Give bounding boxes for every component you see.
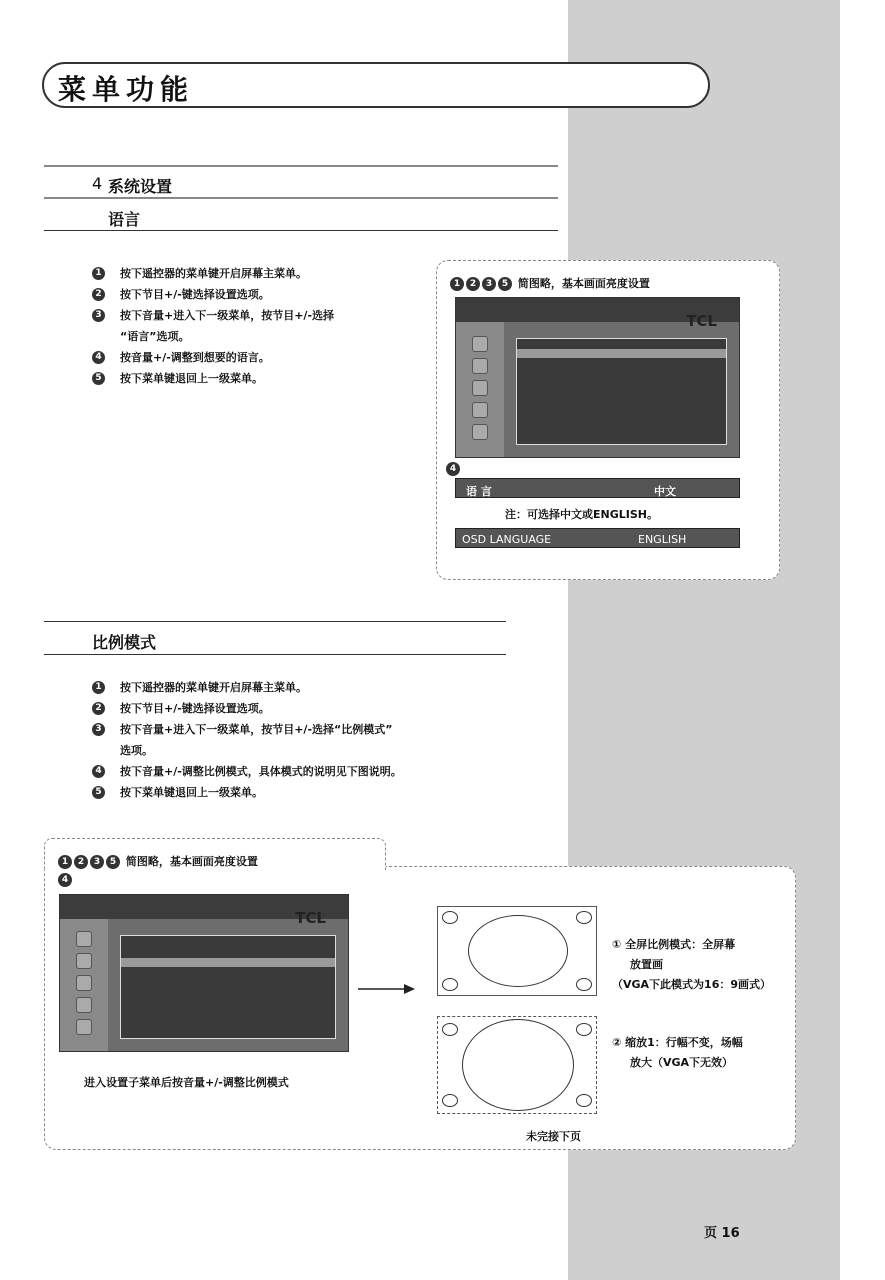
language-bar-chinese [455,478,740,498]
ratio-step-5: 5 按下菜单键退回上一级菜单。 [92,782,472,803]
ratio-step-4: 4 按下音量+/-调整比例模式，具体模式的说明见下图说明。 [92,761,472,782]
ratio-tv-menu-screenshot [59,894,349,1052]
arrow-right-icon [358,982,416,996]
language-step-3: 3 按下音量+进入下一级菜单，按节目+/-选择 [92,305,422,326]
ratio-step-3-cont: 选项。 [120,744,153,757]
ratio-left-caption: 进入设置子菜单后按音量+/-调整比例模式 [84,1076,289,1089]
language-panel-caption-row: 1 2 3 5 简图略，基本画面亮度设置 [450,275,650,291]
tv-brand-logo: TCL [686,312,717,330]
menu-settings-list [120,935,336,1039]
ratio-step4-marker: 4 [58,873,74,887]
section-rule-top [44,165,558,167]
picture-oval-zoomed [462,1019,574,1111]
language-step-1: 1 按下遥控器的菜单键开启屏幕主菜单。 [92,263,422,284]
bar2-label: OSD LANGUAGE [462,533,552,546]
section-rule-bottom [44,197,558,199]
mode1-line1: ① 全屏比例模式：全屏幕 [612,938,736,951]
bar1-label: 语 言 [466,485,492,498]
menu-highlight-row [517,349,726,358]
picture-icon [76,931,92,947]
chapter-title: 菜单功能 [58,73,195,106]
mode2-line2: 放大（VGA下无效） [630,1056,734,1069]
picture-oval [468,915,568,987]
bar1-value: 中文 [654,485,676,498]
mode1-line2: 放置画 [630,958,663,971]
ratio-heading: 比例模式 [92,633,157,652]
language-panel-caption: 简图略，基本画面亮度设置 [517,277,650,290]
language-heading: 语言 [108,210,141,229]
search-icon [76,1019,92,1035]
ratio-steps [92,677,472,803]
sound-icon [472,358,488,374]
language-step-4: 4 按音量+/-调整到想要的语言。 [92,347,422,368]
language-steps [92,263,422,389]
ratio-heading-rule [44,654,506,655]
clock-icon [472,380,488,396]
ratio-step-1: 1 按下遥控器的菜单键开启屏幕主菜单。 [92,677,472,698]
picture-icon [472,336,488,352]
language-step4-marker: 4 [446,462,462,476]
menu-highlight-row [121,958,335,967]
clock-icon [76,975,92,991]
ratio-step-3: 3 按下音量+进入下一级菜单，按节目+/-选择“比例模式” [92,719,472,740]
bar2-value: ENGLISH [638,533,687,546]
language-tv-menu-screenshot [455,297,740,458]
language-step-5: 5 按下菜单键退回上一级菜单。 [92,368,422,389]
ratio-panel-caption-row: 1 2 3 5 简图略，基本画面亮度设置 [58,853,258,869]
ratio-panel-caption: 简图略，基本画面亮度设置 [125,855,258,868]
page-number-row [704,1222,740,1241]
language-step-2: 2 按下节目+/-键选择设置选项。 [92,284,422,305]
page-label: 页 [704,1226,718,1241]
mode1-line3: （VGA下此模式为16：9画式） [612,978,772,991]
language-step-3-cont: “语言”选项。 [120,330,190,343]
language-heading-rule [44,230,558,231]
language-bar-english [455,528,740,548]
search-icon [472,424,488,440]
fullscreen-mode-illustration [437,906,597,996]
ratio-heading-rule-top [44,621,506,622]
mode2-line1: ② 缩放1：行幅不变，场幅 [612,1036,743,1049]
section-number: 4 [92,174,103,193]
section-title: 系统设置 [108,177,173,196]
zoom1-mode-illustration [437,1016,597,1114]
tv-brand-logo: TCL [295,909,326,927]
sound-icon [76,953,92,969]
continued-next-page: 未完接下页 [526,1130,581,1143]
menu-settings-list [516,338,727,445]
wrench-icon [76,997,92,1013]
wrench-icon [472,402,488,418]
ratio-step-2: 2 按下节目+/-键选择设置选项。 [92,698,472,719]
page-number: 16 [721,1226,740,1241]
language-note: 注：可选择中文或ENGLISH。 [505,508,658,521]
